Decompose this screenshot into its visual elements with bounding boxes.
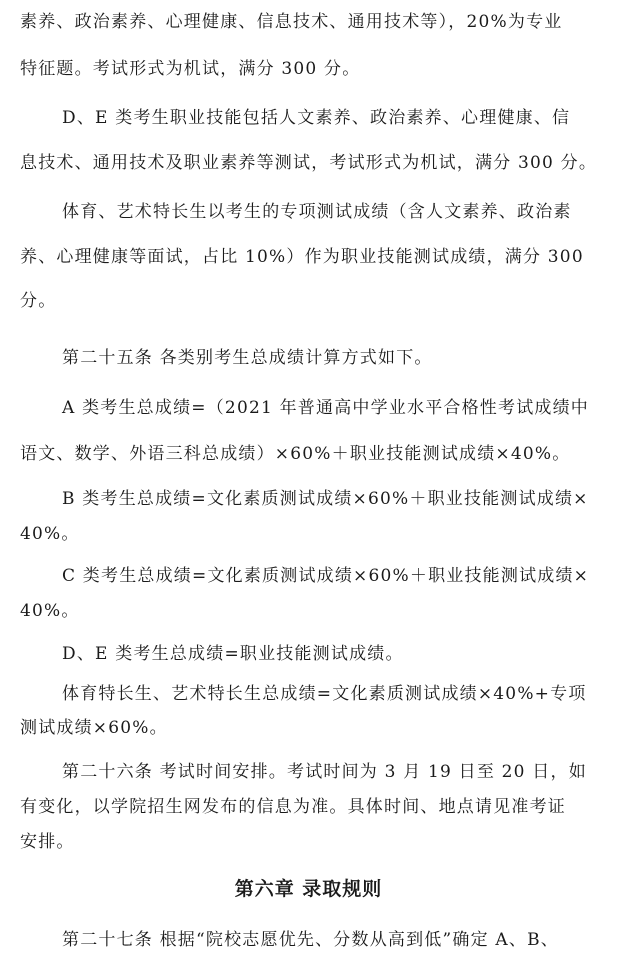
text-line-14: 40%。 (20, 601, 80, 621)
chapter-heading: 第六章 录取规则 (234, 878, 383, 900)
text-line-18: 第二十六条 考试时间安排。考试时间为 3 月 19 日至 20 日，如 (62, 762, 587, 782)
text-line-15: D、E 类考生总成绩=职业技能测试成绩。 (62, 644, 404, 664)
text-line-10: 语文、数学、外语三科总成绩）×60%＋职业技能测试成绩×40%。 (20, 444, 571, 464)
text-line-21: 第二十七条 根据“院校志愿优先、分数从高到低”确定 A、B、 (62, 930, 559, 950)
text-line-2: 特征题。考试形式为机试，满分 300 分。 (20, 59, 361, 79)
text-line-4: 息技术、通用技术及职业素养等测试，考试形式为机试，满分 300 分。 (20, 153, 598, 173)
text-line-6: 养、心理健康等面试，占比 10%）作为职业技能测试成绩，满分 300 (20, 247, 584, 267)
text-line-19: 有变化，以学院招生网发布的信息为准。具体时间、地点请见准考证 (20, 797, 566, 817)
text-line-17: 测试成绩×60%。 (20, 718, 168, 738)
text-line-5: 体育、艺术特长生以考生的专项测试成绩（含人文素养、政治素 (62, 202, 572, 222)
text-line-7: 分。 (20, 291, 57, 311)
text-line-13: C 类考生总成绩=文化素质测试成绩×60%＋职业技能测试成绩× (62, 566, 590, 586)
text-line-3: D、E 类考生职业技能包括人文素养、政治素养、心理健康、信 (62, 108, 571, 128)
text-line-1: 素养、政治素养、心理健康、信息技术、通用技术等），20%为专业 (20, 12, 563, 32)
text-line-20: 安排。 (20, 832, 75, 852)
text-line-12: 40%。 (20, 524, 80, 544)
text-line-16: 体育特长生、艺术特长生总成绩=文化素质测试成绩×40%+专项 (62, 684, 587, 704)
text-line-8: 第二十五条 各类别考生总成绩计算方式如下。 (62, 348, 433, 368)
text-line-9: A 类考生总成绩=（2021 年普通高中学业水平合格性考试成绩中 (62, 398, 589, 418)
text-line-11: B 类考生总成绩=文化素质测试成绩×60%＋职业技能测试成绩× (62, 489, 589, 509)
